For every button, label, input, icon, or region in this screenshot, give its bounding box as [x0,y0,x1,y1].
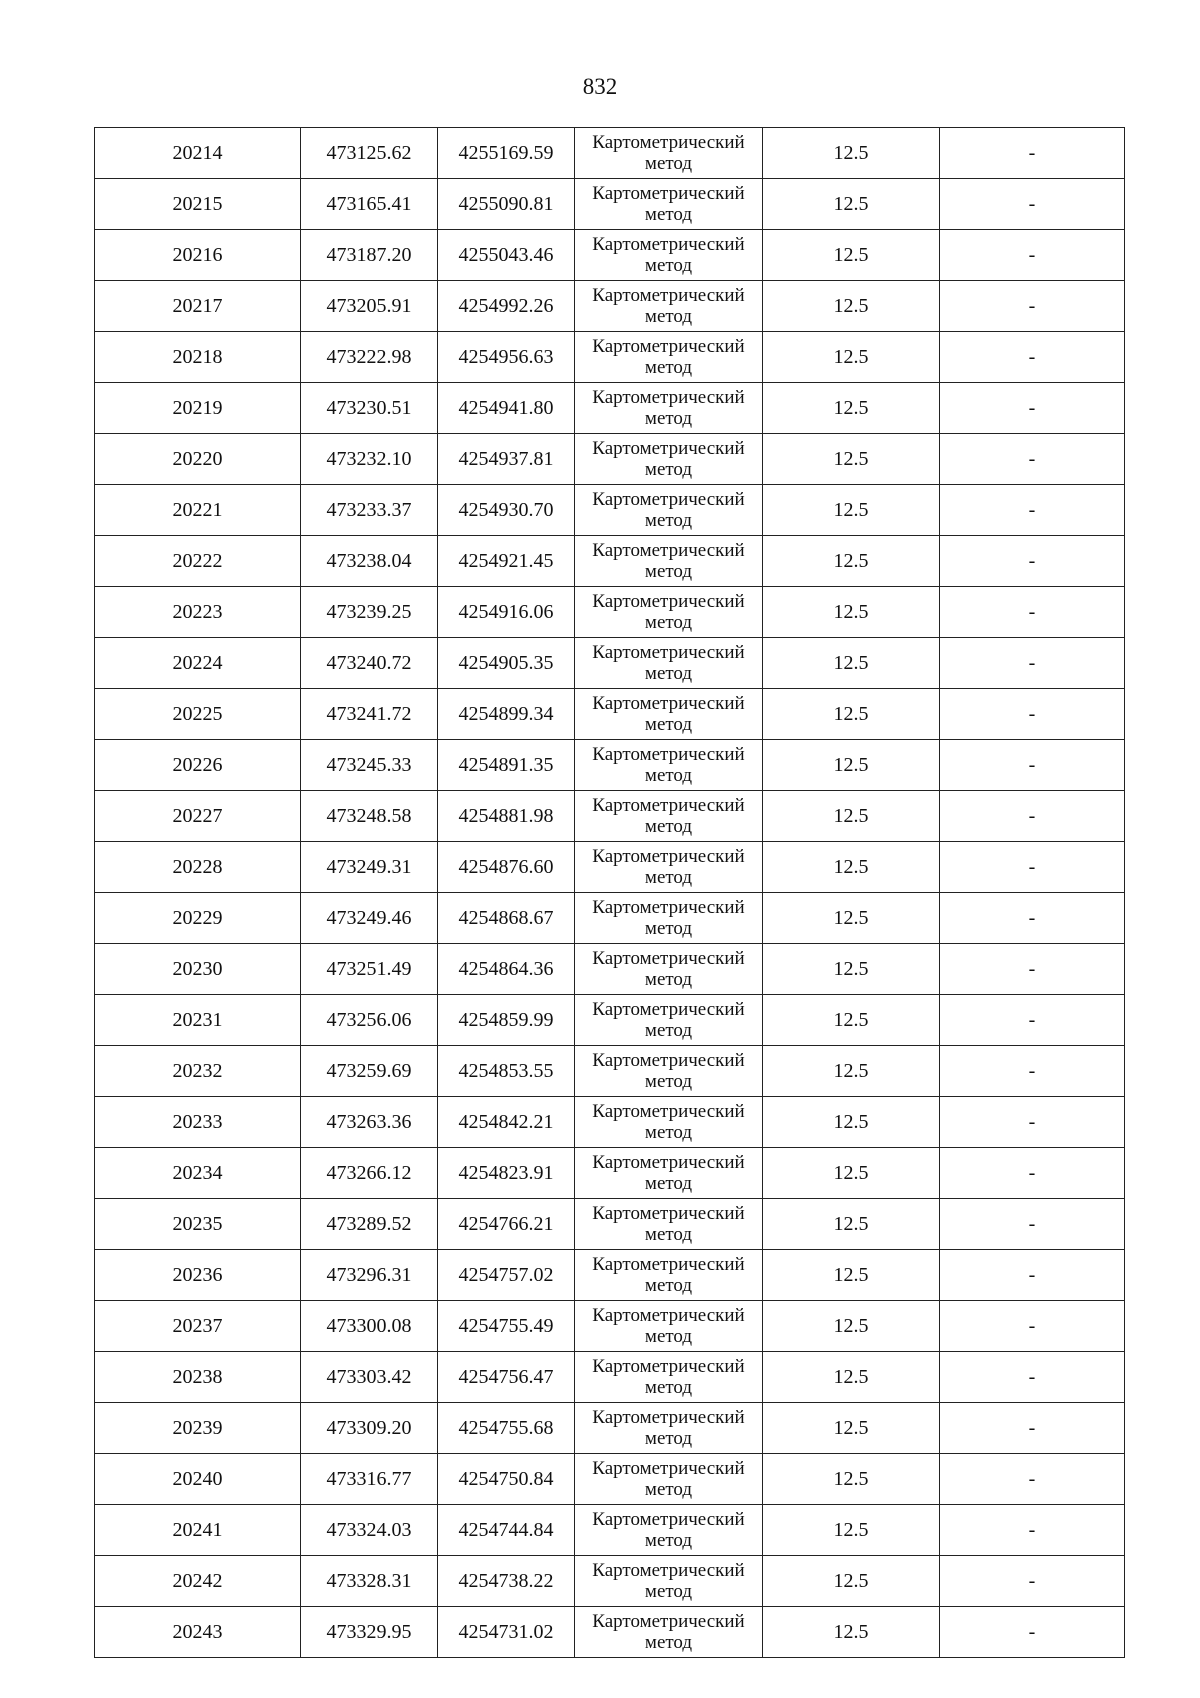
accuracy-cell: 12.5 [763,332,940,383]
point-id-cell: 20224 [95,638,301,689]
method-line-1: Картометрический [592,336,745,357]
coordinate-x-cell: 473300.08 [301,1301,438,1352]
method-line-1: Картометрический [592,1560,745,1581]
coordinate-x-cell: 473205.91 [301,281,438,332]
point-id-cell: 20232 [95,1046,301,1097]
point-id-cell: 20214 [95,128,301,179]
method-line-2: метод [644,561,693,582]
table-row [95,893,1125,944]
table-row [95,740,1125,791]
coordinate-x-cell: 473329.95 [301,1607,438,1658]
accuracy-cell: 12.5 [763,1403,940,1454]
accuracy-cell: 12.5 [763,1148,940,1199]
note-cell: - [940,434,1125,485]
method-line-1: Картометрический [592,591,745,612]
coordinate-x-cell: 473259.69 [301,1046,438,1097]
point-id-cell: 20216 [95,230,301,281]
note-cell: - [940,1046,1125,1097]
note-cell: - [940,1250,1125,1301]
method-line-1: Картометрический [592,948,745,969]
point-id-cell: 20223 [95,587,301,638]
method-cell [575,740,763,791]
method-line-2: метод [644,1275,693,1296]
note-cell: - [940,1199,1125,1250]
table-row [95,434,1125,485]
coordinate-y-cell: 4254859.99 [438,995,575,1046]
table-row [95,536,1125,587]
method-line-2: метод [644,204,693,225]
table-row [95,1607,1125,1658]
accuracy-cell: 12.5 [763,944,940,995]
coordinate-x-cell: 473316.77 [301,1454,438,1505]
method-line-2: метод [644,1377,693,1398]
note-cell: - [940,689,1125,740]
method-line-2: метод [644,255,693,276]
method-cell [575,1403,763,1454]
accuracy-cell: 12.5 [763,1607,940,1658]
note-cell: - [940,587,1125,638]
coordinate-y-cell: 4254853.55 [438,1046,575,1097]
coordinate-x-cell: 473238.04 [301,536,438,587]
coordinate-x-cell: 473289.52 [301,1199,438,1250]
table-row [95,1301,1125,1352]
coordinate-x-cell: 473245.33 [301,740,438,791]
note-cell: - [940,1301,1125,1352]
method-line-1: Картометрический [592,999,745,1020]
method-cell [575,842,763,893]
coordinate-x-cell: 473239.25 [301,587,438,638]
table-row [95,128,1125,179]
point-id-cell: 20233 [95,1097,301,1148]
coordinate-x-cell: 473324.03 [301,1505,438,1556]
method-line-1: Картометрический [592,1611,745,1632]
method-line-1: Картометрический [592,234,745,255]
method-cell [575,1148,763,1199]
method-line-2: метод [644,408,693,429]
table-row [95,638,1125,689]
method-cell [575,1607,763,1658]
accuracy-cell: 12.5 [763,893,940,944]
method-cell [575,893,763,944]
method-line-2: метод [644,1071,693,1092]
accuracy-cell: 12.5 [763,1250,940,1301]
method-line-2: метод [644,918,693,939]
coordinate-y-cell: 4254755.68 [438,1403,575,1454]
accuracy-cell: 12.5 [763,638,940,689]
method-line-1: Картометрический [592,132,745,153]
table-row [95,791,1125,842]
note-cell: - [940,332,1125,383]
coordinate-x-cell: 473232.10 [301,434,438,485]
point-id-cell: 20243 [95,1607,301,1658]
table-row [95,332,1125,383]
accuracy-cell: 12.5 [763,281,940,332]
coordinate-y-cell: 4254756.47 [438,1352,575,1403]
method-line-2: метод [644,357,693,378]
method-cell [575,1199,763,1250]
coordinate-x-cell: 473241.72 [301,689,438,740]
coordinates-table [94,127,1125,1658]
method-line-2: метод [644,1020,693,1041]
table-row [95,1454,1125,1505]
accuracy-cell: 12.5 [763,587,940,638]
note-cell: - [940,1607,1125,1658]
coordinate-y-cell: 4254731.02 [438,1607,575,1658]
coordinate-x-cell: 473233.37 [301,485,438,536]
coordinate-y-cell: 4254864.36 [438,944,575,995]
method-cell [575,638,763,689]
accuracy-cell: 12.5 [763,1046,940,1097]
accuracy-cell: 12.5 [763,1556,940,1607]
table-row [95,1097,1125,1148]
method-line-2: метод [644,1479,693,1500]
method-cell [575,1352,763,1403]
coordinate-x-cell: 473240.72 [301,638,438,689]
accuracy-cell: 12.5 [763,1352,940,1403]
point-id-cell: 20240 [95,1454,301,1505]
point-id-cell: 20222 [95,536,301,587]
note-cell: - [940,995,1125,1046]
method-line-1: Картометрический [592,489,745,510]
accuracy-cell: 12.5 [763,791,940,842]
method-line-1: Картометрический [592,897,745,918]
coordinate-y-cell: 4254868.67 [438,893,575,944]
method-cell [575,791,763,842]
point-id-cell: 20237 [95,1301,301,1352]
coordinate-y-cell: 4254921.45 [438,536,575,587]
method-line-1: Картометрический [592,1050,745,1071]
accuracy-cell: 12.5 [763,995,940,1046]
table-row [95,1403,1125,1454]
note-cell: - [940,893,1125,944]
method-line-2: метод [644,153,693,174]
coordinate-x-cell: 473249.31 [301,842,438,893]
coordinate-x-cell: 473328.31 [301,1556,438,1607]
note-cell: - [940,1148,1125,1199]
table-row [95,1250,1125,1301]
coordinate-y-cell: 4254956.63 [438,332,575,383]
table-row [95,1046,1125,1097]
coordinate-y-cell: 4254876.60 [438,842,575,893]
method-cell [575,332,763,383]
method-line-1: Картометрический [592,642,745,663]
method-line-1: Картометрический [592,1509,745,1530]
note-cell: - [940,1097,1125,1148]
table-row [95,1148,1125,1199]
point-id-cell: 20215 [95,179,301,230]
method-line-1: Картометрический [592,1254,745,1275]
coordinate-y-cell: 4254757.02 [438,1250,575,1301]
coordinate-y-cell: 4255090.81 [438,179,575,230]
coordinate-x-cell: 473251.49 [301,944,438,995]
coordinate-x-cell: 473266.12 [301,1148,438,1199]
coordinate-y-cell: 4254755.49 [438,1301,575,1352]
method-line-2: метод [644,1428,693,1449]
point-id-cell: 20231 [95,995,301,1046]
point-id-cell: 20220 [95,434,301,485]
point-id-cell: 20229 [95,893,301,944]
table-row [95,485,1125,536]
coordinate-y-cell: 4254750.84 [438,1454,575,1505]
coordinate-x-cell: 473263.36 [301,1097,438,1148]
accuracy-cell: 12.5 [763,842,940,893]
method-cell [575,179,763,230]
method-line-2: метод [644,969,693,990]
method-cell [575,1046,763,1097]
method-line-2: метод [644,510,693,531]
point-id-cell: 20230 [95,944,301,995]
note-cell: - [940,1403,1125,1454]
point-id-cell: 20236 [95,1250,301,1301]
table-row [95,179,1125,230]
method-line-1: Картометрический [592,693,745,714]
coordinate-y-cell: 4254930.70 [438,485,575,536]
method-cell [575,587,763,638]
table-row [95,995,1125,1046]
method-cell [575,944,763,995]
note-cell: - [940,1454,1125,1505]
accuracy-cell: 12.5 [763,179,940,230]
coordinate-x-cell: 473222.98 [301,332,438,383]
method-line-1: Картометрический [592,540,745,561]
method-line-1: Картометрический [592,1152,745,1173]
note-cell: - [940,740,1125,791]
method-line-2: метод [644,663,693,684]
method-line-1: Картометрический [592,438,745,459]
page-number: 832 [582,74,618,99]
coordinate-y-cell: 4254842.21 [438,1097,575,1148]
coordinate-y-cell: 4254916.06 [438,587,575,638]
method-cell [575,1301,763,1352]
method-cell [575,1250,763,1301]
method-line-2: метод [644,765,693,786]
method-cell [575,128,763,179]
method-line-1: Картометрический [592,1203,745,1224]
coordinate-x-cell: 473249.46 [301,893,438,944]
method-line-2: метод [644,1326,693,1347]
note-cell: - [940,230,1125,281]
accuracy-cell: 12.5 [763,740,940,791]
coordinate-x-cell: 473309.20 [301,1403,438,1454]
method-line-1: Картометрический [592,744,745,765]
accuracy-cell: 12.5 [763,383,940,434]
coordinate-y-cell: 4254992.26 [438,281,575,332]
point-id-cell: 20219 [95,383,301,434]
accuracy-cell: 12.5 [763,536,940,587]
accuracy-cell: 12.5 [763,128,940,179]
point-id-cell: 20239 [95,1403,301,1454]
coordinate-y-cell: 4254891.35 [438,740,575,791]
coordinate-x-cell: 473230.51 [301,383,438,434]
method-line-2: метод [644,1224,693,1245]
point-id-cell: 20234 [95,1148,301,1199]
point-id-cell: 20235 [95,1199,301,1250]
point-id-cell: 20227 [95,791,301,842]
note-cell: - [940,944,1125,995]
coordinate-y-cell: 4254881.98 [438,791,575,842]
note-cell: - [940,638,1125,689]
point-id-cell: 20221 [95,485,301,536]
note-cell: - [940,128,1125,179]
method-line-2: метод [644,1530,693,1551]
method-line-2: метод [644,459,693,480]
coordinate-x-cell: 473296.31 [301,1250,438,1301]
coordinate-y-cell: 4254941.80 [438,383,575,434]
accuracy-cell: 12.5 [763,1097,940,1148]
method-cell [575,995,763,1046]
table-row [95,1556,1125,1607]
method-line-2: метод [644,867,693,888]
table-row [95,281,1125,332]
coordinate-x-cell: 473187.20 [301,230,438,281]
method-line-1: Картометрический [592,846,745,867]
coordinate-x-cell: 473165.41 [301,179,438,230]
point-id-cell: 20225 [95,689,301,740]
accuracy-cell: 12.5 [763,689,940,740]
point-id-cell: 20242 [95,1556,301,1607]
method-line-1: Картометрический [592,1356,745,1377]
method-cell [575,1097,763,1148]
method-line-1: Картометрический [592,387,745,408]
method-cell [575,1556,763,1607]
coordinate-y-cell: 4255043.46 [438,230,575,281]
accuracy-cell: 12.5 [763,485,940,536]
note-cell: - [940,842,1125,893]
table-row [95,1505,1125,1556]
method-cell [575,434,763,485]
coordinate-y-cell: 4254899.34 [438,689,575,740]
accuracy-cell: 12.5 [763,1199,940,1250]
method-cell [575,1505,763,1556]
note-cell: - [940,485,1125,536]
accuracy-cell: 12.5 [763,230,940,281]
accuracy-cell: 12.5 [763,1505,940,1556]
method-cell [575,1454,763,1505]
method-line-2: метод [644,612,693,633]
note-cell: - [940,179,1125,230]
coordinate-x-cell: 473256.06 [301,995,438,1046]
method-line-2: метод [644,1122,693,1143]
coordinate-x-cell: 473125.62 [301,128,438,179]
table-row [95,1352,1125,1403]
coordinate-y-cell: 4254905.35 [438,638,575,689]
method-cell [575,383,763,434]
table-row [95,1199,1125,1250]
method-line-2: метод [644,1173,693,1194]
coordinates-table-body [95,128,1125,1658]
note-cell: - [940,791,1125,842]
note-cell: - [940,1352,1125,1403]
point-id-cell: 20241 [95,1505,301,1556]
method-line-2: метод [644,306,693,327]
method-line-1: Картометрический [592,795,745,816]
method-line-1: Картометрический [592,1407,745,1428]
method-cell [575,281,763,332]
coordinate-y-cell: 4254937.81 [438,434,575,485]
method-cell [575,485,763,536]
note-cell: - [940,1505,1125,1556]
method-cell [575,230,763,281]
table-row [95,383,1125,434]
method-line-2: метод [644,1632,693,1653]
method-line-1: Картометрический [592,1458,745,1479]
note-cell: - [940,281,1125,332]
table-row [95,944,1125,995]
coordinate-y-cell: 4255169.59 [438,128,575,179]
point-id-cell: 20238 [95,1352,301,1403]
note-cell: - [940,383,1125,434]
method-cell [575,689,763,740]
coordinate-x-cell: 473248.58 [301,791,438,842]
table-row [95,230,1125,281]
table-row [95,587,1125,638]
accuracy-cell: 12.5 [763,1301,940,1352]
point-id-cell: 20228 [95,842,301,893]
method-line-2: метод [644,816,693,837]
coordinate-y-cell: 4254766.21 [438,1199,575,1250]
method-line-1: Картометрический [592,183,745,204]
coordinate-y-cell: 4254738.22 [438,1556,575,1607]
point-id-cell: 20217 [95,281,301,332]
method-line-1: Картометрический [592,1305,745,1326]
note-cell: - [940,536,1125,587]
accuracy-cell: 12.5 [763,1454,940,1505]
coordinate-y-cell: 4254744.84 [438,1505,575,1556]
method-cell [575,536,763,587]
accuracy-cell: 12.5 [763,434,940,485]
coordinate-x-cell: 473303.42 [301,1352,438,1403]
method-line-1: Картометрический [592,285,745,306]
method-line-2: метод [644,714,693,735]
point-id-cell: 20218 [95,332,301,383]
coordinate-y-cell: 4254823.91 [438,1148,575,1199]
method-line-1: Картометрический [592,1101,745,1122]
table-row [95,842,1125,893]
note-cell: - [940,1556,1125,1607]
table-row [95,689,1125,740]
method-line-2: метод [644,1581,693,1602]
point-id-cell: 20226 [95,740,301,791]
